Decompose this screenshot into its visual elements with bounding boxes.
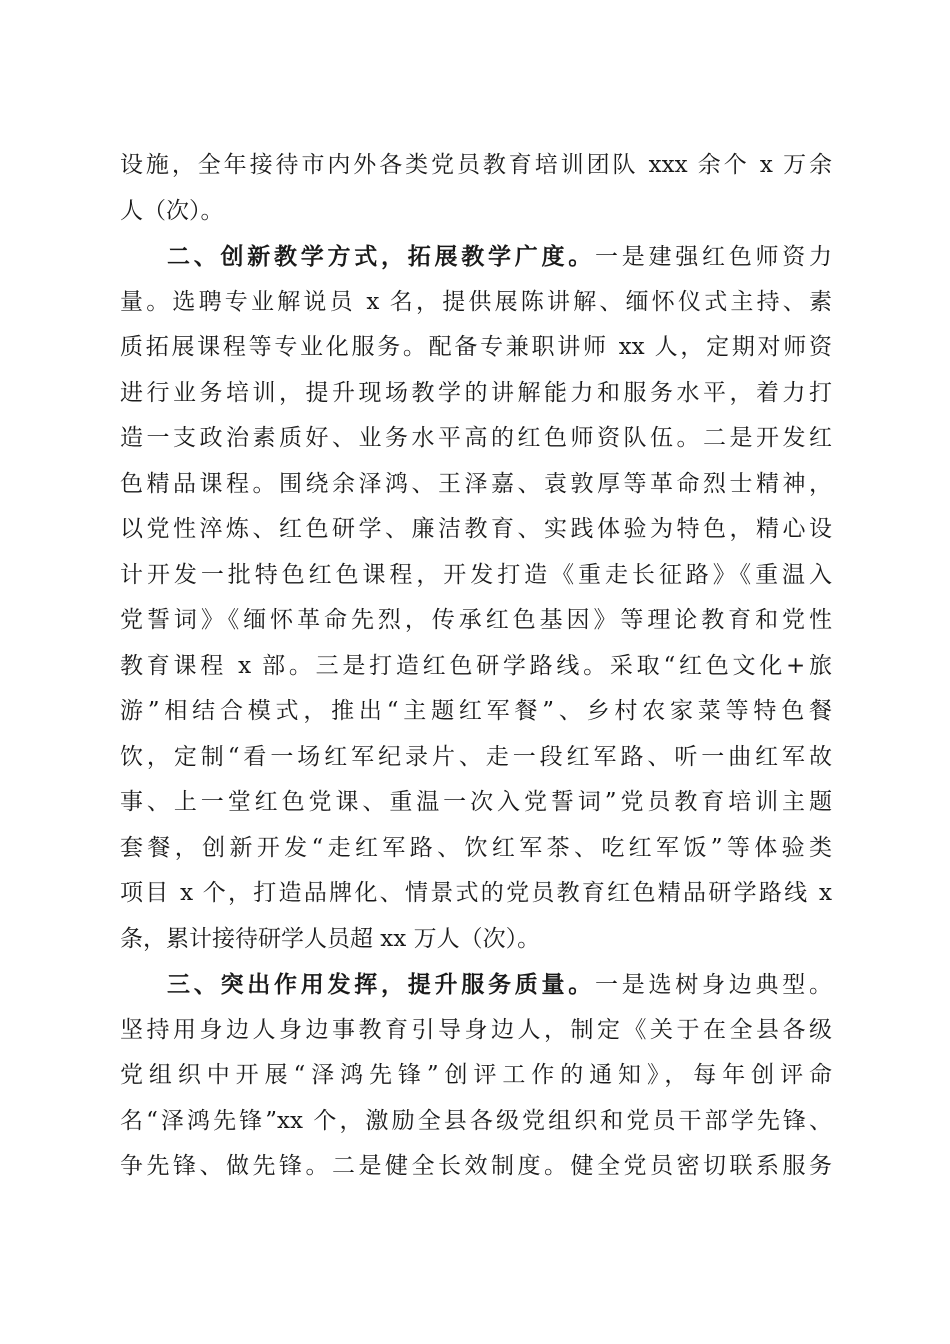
text-line: 量。选聘专业解说员 x 名，提供展陈讲解、缅怀仪式主持、素 xyxy=(120,288,832,315)
text-line: 计开发一批特色红色课程，开发打造《重走长征路》《重温入 xyxy=(120,561,832,588)
text-line: 名“泽鸿先锋”xx 个，激励全县各级党组织和党员干部学先锋、 xyxy=(120,1107,832,1134)
text-line: 色精品课程。围绕余泽鸿、王泽嘉、袁敦厚等革命烈士精神， xyxy=(120,470,832,497)
text-line: 党誓词》《缅怀革命先烈，传承红色基因》等理论教育和党性 xyxy=(120,607,832,633)
text-line: 事、上一堂红色党课、重温一次入党誓词”党员教育培训主题 xyxy=(120,789,832,815)
text-line: 人（次）。 xyxy=(120,197,224,224)
text-line: 质拓展课程等专业化服务。配备专兼职讲师 xx 人，定期对师资 xyxy=(120,334,832,360)
text-line: 饮，定制“看一场红军纪录片、走一段红军路、听一曲红军故 xyxy=(120,743,832,770)
section-heading: 三、突出作用发挥，提升服务质量。 xyxy=(167,971,595,998)
text-line: 以党性淬炼、红色研学、廉洁教育、实践体验为特色，精心设 xyxy=(120,516,832,542)
text-line: 条，累计接待研学人员超 xx 万人（次）。 xyxy=(120,925,541,952)
section-heading: 二、创新教学方式，拓展教学广度。 xyxy=(167,243,595,270)
text-line: 造一支政治素质好、业务水平高的红色师资队伍。二是开发红 xyxy=(120,425,832,451)
text-line: 套餐，创新开发“走红军路、饮红军茶、吃红军饭”等体验类 xyxy=(120,834,832,861)
document-body xyxy=(120,143,832,1190)
text-line: 教育课程 x 部。三是打造红色研学路线。采取“红色文化+旅 xyxy=(120,652,832,679)
text-line: 游”相结合模式，推出“主题红军餐”、乡村农家菜等特色餐 xyxy=(120,698,832,724)
section-heading-line xyxy=(120,962,832,1008)
text-line: 党组织中开展“泽鸿先锋”创评工作的通知》，每年创评命 xyxy=(120,1062,832,1088)
text-line: 项目 x 个，打造品牌化、情景式的党员教育红色精品研学路线 x xyxy=(120,880,832,906)
text-line: 进行业务培训，提升现场教学的讲解能力和服务水平，着力打 xyxy=(120,379,832,406)
text-line: 坚持用身边人身边事教育引导身边人，制定《关于在全县各级 xyxy=(120,1016,832,1043)
section-heading-line xyxy=(120,234,832,280)
text-line: 争先锋、做先锋。二是健全长效制度。健全党员密切联系服务 xyxy=(120,1153,832,1179)
text-span: 一是建强红色师资力 xyxy=(595,244,832,270)
text-line: 设施，全年接待市内外各类党员教育培训团队 xxx 余个 x 万余 xyxy=(120,152,832,178)
text-span: 一是选树身边典型。 xyxy=(595,972,832,998)
